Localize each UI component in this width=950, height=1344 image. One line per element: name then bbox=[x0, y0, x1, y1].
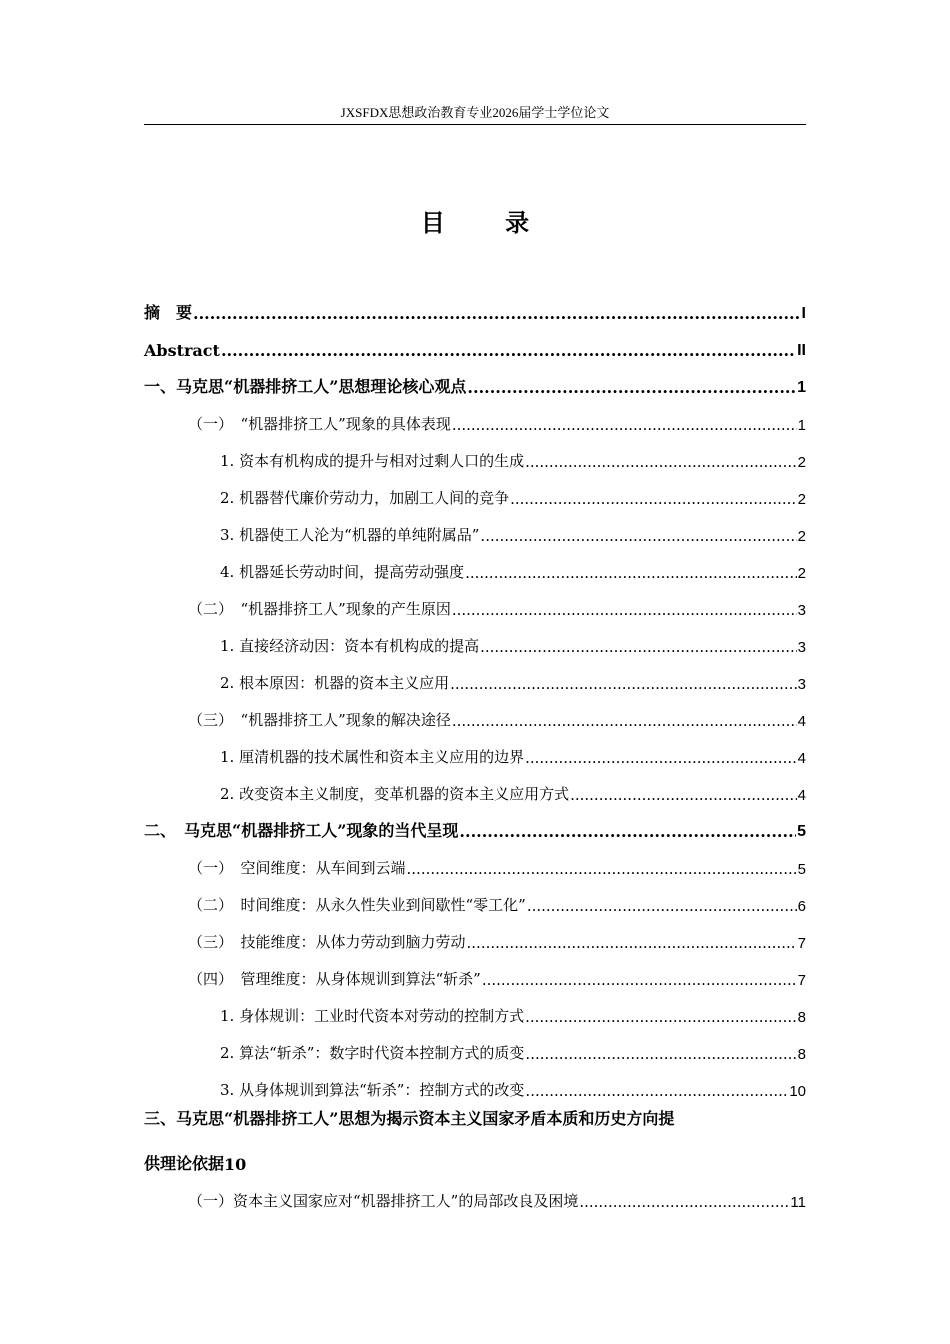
toc-entry[interactable] bbox=[144, 693, 806, 730]
toc-entry-text: 二、 马克思“机器排挤工人”现象的当代呈现 bbox=[144, 821, 459, 840]
toc-entry[interactable] bbox=[144, 471, 806, 508]
toc-entry-text: 一、马克思“机器排挤工人”思想理论核心观点 bbox=[144, 377, 467, 396]
toc-entry[interactable] bbox=[144, 804, 806, 841]
toc-page-number: 8 bbox=[797, 1046, 806, 1063]
toc-entry[interactable] bbox=[144, 434, 806, 471]
toc-entry[interactable] bbox=[144, 582, 806, 619]
toc-leader-dots bbox=[452, 416, 797, 434]
toc-entry-text: 4. 机器延长劳动时间，提高劳动强度 bbox=[220, 563, 465, 581]
toc-page-number: 3 bbox=[797, 639, 806, 656]
toc-leader-dots bbox=[467, 934, 797, 952]
toc-entry-text: （一）资本主义国家应对“机器排挤工人”的局部改良及困境 bbox=[188, 1192, 579, 1210]
toc-entry[interactable] bbox=[144, 545, 806, 582]
toc-entry[interactable] bbox=[144, 915, 806, 952]
toc-entry[interactable] bbox=[144, 360, 806, 397]
toc-entry[interactable] bbox=[144, 656, 806, 693]
toc-page-number: I bbox=[801, 305, 806, 322]
toc-leader-dots bbox=[525, 1082, 788, 1100]
toc-entry-text-line1: 三、马克思“机器排挤工人”思想为揭示资本主义国家矛盾本质和历史方向提 bbox=[144, 1109, 675, 1128]
header-rule bbox=[144, 124, 806, 125]
toc-leader-dots bbox=[480, 638, 797, 656]
toc-leader-dots bbox=[465, 564, 797, 582]
toc-leader-dots bbox=[450, 675, 797, 693]
toc-leader-dots bbox=[193, 304, 801, 323]
toc-entry[interactable] bbox=[144, 508, 806, 545]
toc-entry-text: 2. 根本原因：机器的资本主义应用 bbox=[220, 674, 450, 692]
toc-leader-dots bbox=[525, 1008, 797, 1026]
toc-entry-text: 3. 从身体规训到算法“斩杀”：控制方式的改变 bbox=[220, 1081, 525, 1099]
toc-page-number: 4 bbox=[797, 750, 806, 767]
toc-entry[interactable] bbox=[144, 619, 806, 656]
toc-entry-text: 1. 直接经济动因：资本有机构成的提高 bbox=[220, 637, 480, 655]
toc-entry[interactable] bbox=[144, 397, 806, 434]
toc-leader-dots bbox=[407, 860, 797, 878]
page-header: JXSFDX思想政治教育专业2026届学士学位论文 bbox=[340, 105, 610, 120]
toc-page-number: 2 bbox=[797, 528, 806, 545]
toc-entry[interactable] bbox=[144, 286, 806, 323]
toc-list bbox=[144, 286, 806, 1100]
toc-page-number: 7 bbox=[797, 935, 806, 952]
toc-entry-text: 3. 机器使工人沦为“机器的单纯附属品” bbox=[220, 526, 480, 544]
toc-entry-text: 1. 资本有机构成的提升与相对过剩人口的生成 bbox=[220, 452, 525, 470]
toc-entry[interactable] bbox=[144, 952, 806, 989]
toc-entry-text: 摘 要 bbox=[144, 303, 193, 322]
toc-leader-dots bbox=[459, 822, 796, 841]
toc-leader-dots bbox=[579, 1193, 789, 1211]
toc-entry-text: 2. 算法“斩杀”：数字时代资本控制方式的质变 bbox=[220, 1044, 525, 1062]
toc-leader-dots bbox=[467, 378, 796, 397]
toc-entry-text: 2. 改变资本主义制度，变革机器的资本主义应用方式 bbox=[220, 785, 570, 803]
toc-page-number: 4 bbox=[797, 787, 806, 804]
toc-page-number: 1 bbox=[797, 417, 806, 434]
toc-entry[interactable] bbox=[144, 1063, 806, 1100]
table-of-contents bbox=[144, 286, 806, 1211]
toc-entry-text: （四） 管理维度：从身体规训到算法“斩杀” bbox=[188, 970, 481, 988]
toc-page-number: 8 bbox=[797, 1009, 806, 1026]
toc-entry[interactable] bbox=[144, 1174, 806, 1211]
toc-page-number: 3 bbox=[797, 602, 806, 619]
toc-page-number: 10 bbox=[224, 1155, 247, 1174]
toc-page-number: 3 bbox=[797, 676, 806, 693]
toc-page-number: II bbox=[797, 342, 806, 359]
toc-entry[interactable] bbox=[144, 878, 806, 915]
toc-leader-dots bbox=[570, 786, 797, 804]
toc-entry[interactable] bbox=[144, 730, 806, 767]
toc-page-number: 2 bbox=[797, 491, 806, 508]
toc-page-number: 7 bbox=[797, 972, 806, 989]
toc-page-number: 2 bbox=[797, 565, 806, 582]
toc-leader-dots bbox=[452, 712, 797, 730]
toc-leader-dots bbox=[525, 453, 797, 471]
toc-page-number: 4 bbox=[797, 713, 806, 730]
toc-page-number: 5 bbox=[797, 861, 806, 878]
toc-title: 目 录 bbox=[420, 208, 556, 237]
toc-leader-dots bbox=[221, 341, 796, 360]
toc-entry-text: 2. 机器替代廉价劳动力，加剧工人间的竞争 bbox=[220, 489, 510, 507]
toc-leader-dots bbox=[525, 749, 797, 767]
toc-entry[interactable] bbox=[144, 323, 806, 360]
toc-entry[interactable] bbox=[144, 841, 806, 878]
toc-page-number: 10 bbox=[789, 1083, 806, 1100]
toc-entry-text: 1. 厘清机器的技术属性和资本主义应用的边界 bbox=[220, 748, 525, 766]
toc-entry[interactable] bbox=[144, 1026, 806, 1063]
toc-page-number: 11 bbox=[790, 1194, 806, 1211]
toc-page-number: 6 bbox=[797, 898, 806, 915]
toc-entry[interactable] bbox=[144, 767, 806, 804]
toc-leader-dots bbox=[510, 490, 797, 508]
toc-entry[interactable] bbox=[144, 989, 806, 1026]
toc-page-number: 5 bbox=[797, 823, 806, 840]
toc-entry-text: （一） “机器排挤工人”现象的具体表现 bbox=[188, 415, 451, 433]
toc-leader-dots bbox=[482, 971, 797, 989]
toc-entry-text: Abstract bbox=[144, 341, 220, 360]
toc-entry-text-line2: 供理论依据 bbox=[144, 1154, 225, 1173]
toc-page-number: 2 bbox=[797, 454, 806, 471]
toc-leader-dots bbox=[452, 601, 797, 619]
toc-entry-text: （三） 技能维度：从体力劳动到脑力劳动 bbox=[188, 933, 466, 951]
toc-entry-text: （一） 空间维度：从车间到云端 bbox=[188, 859, 406, 877]
toc-entry-text: 1. 身体规训：工业时代资本对劳动的控制方式 bbox=[220, 1007, 525, 1025]
toc-leader-dots bbox=[480, 527, 796, 545]
toc-entry-text: （三） “机器排挤工人”现象的解决途径 bbox=[188, 711, 451, 729]
toc-leader-dots bbox=[527, 897, 797, 915]
toc-page-number: 1 bbox=[797, 379, 806, 396]
toc-entry-text: （二） “机器排挤工人”现象的产生原因 bbox=[188, 600, 451, 618]
toc-entry-text: （二） 时间维度：从永久性失业到间歇性“零工化” bbox=[188, 896, 526, 914]
toc-entry-wrapped[interactable] bbox=[144, 1100, 806, 1174]
toc-leader-dots bbox=[525, 1045, 796, 1063]
